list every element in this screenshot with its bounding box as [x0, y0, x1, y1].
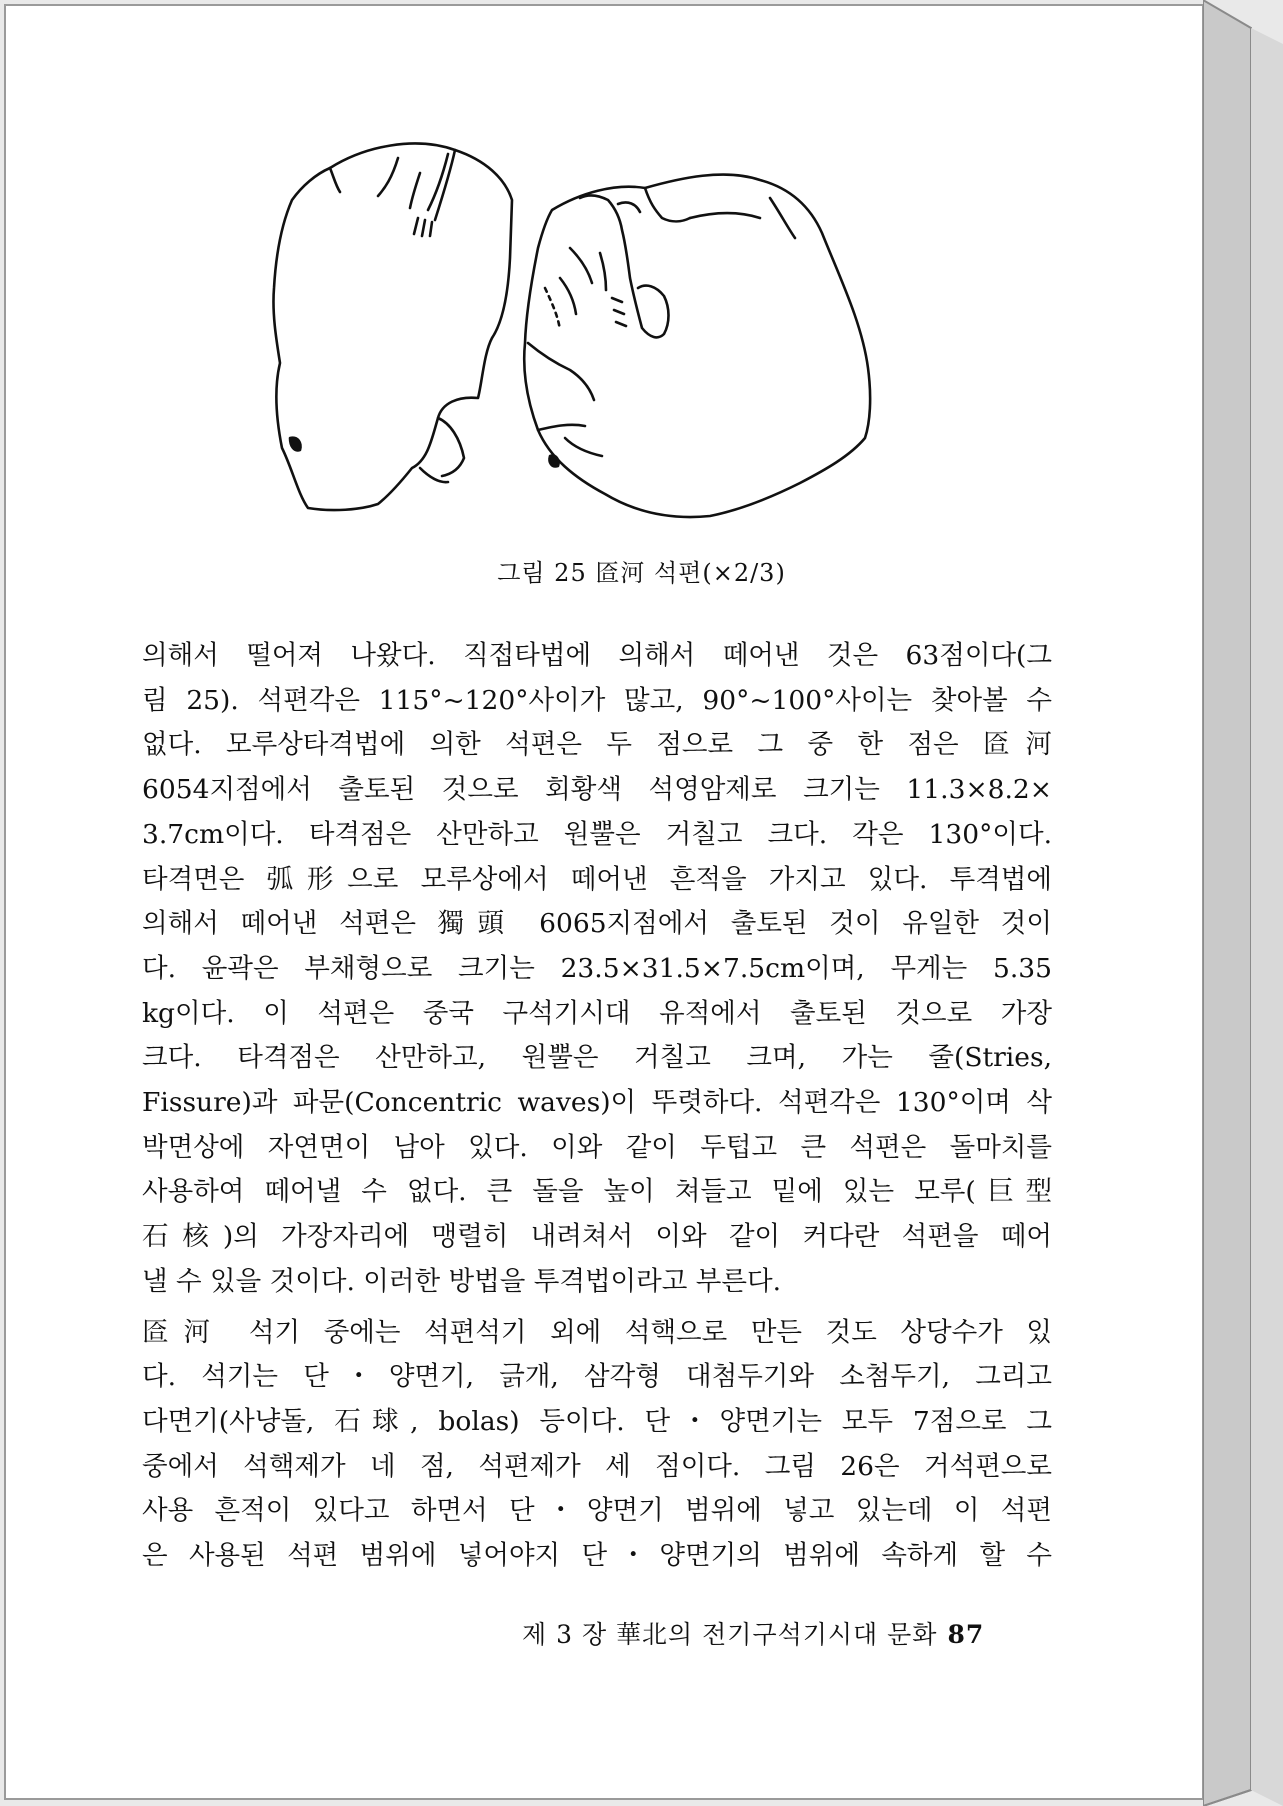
page-number: 87: [947, 1620, 985, 1649]
text-line: 다. 석기는 단・양면기, 긁개, 삼각형 대첨두기와 소첨두기, 그리고: [142, 1361, 1052, 1393]
text-line: 3.7cm이다. 타격점은 산만하고 원뿔은 거칠고 크다. 각은 130°이다.: [142, 818, 1052, 850]
text-line: 사용하여 떼어낼 수 없다. 큰 돌을 높이 쳐들고 밑에 있는 모루(巨型: [142, 1176, 1052, 1208]
text-line: 낼 수 있을 것이다. 이러한 방법을 투격법이라고 부른다.: [142, 1265, 781, 1297]
text-line: 없다. 모루상타격법에 의한 석편은 두 점으로 그 중 한 점은 匼河: [142, 729, 1052, 761]
running-footer: [522, 1615, 1022, 1651]
text-line: Fissure)과 파문(Concentric waves)이 뚜렷하다. 석편각은 130°이며 삭: [142, 1087, 1052, 1119]
text-line: 림 25). 석편각은 115°~120°사이가 많고, 90°~100°사이는 찾아볼 수: [142, 684, 1052, 716]
text-line: 의해서 떼어낸 석편은 獨頭 6065지점에서 출토된 것이 유일한 것이: [142, 908, 1052, 940]
paragraph-1: [142, 634, 1052, 1305]
text-line: 의해서 떨어져 나왔다. 직접타법에 의해서 떼어낸 것은 63점이다(그: [142, 640, 1052, 671]
text-line: 박면상에 자연면이 남아 있다. 이와 같이 두텁고 큰 석편은 돌마치를: [142, 1131, 1052, 1163]
text-line: 타격면은 弧形으로 모루상에서 떼어낸 흔적을 가지고 있다. 투격법에: [142, 863, 1052, 895]
stone-flake-illustration: [270, 138, 910, 533]
text-line: 은 사용된 석편 범위에 넣어야지 단・양면기의 범위에 속하게 할 수: [142, 1540, 1052, 1572]
book-page-edge: [1203, 0, 1283, 1806]
chapter-title: 제 3 장 華北의 전기구석기시대 문화: [522, 1620, 938, 1649]
text-line: 크다. 타격점은 산만하고, 원뿔은 거칠고 크며, 가는 줄(Stries,: [142, 1042, 1052, 1074]
text-line: 6054지점에서 출토된 것으로 회황색 석영암제로 크기는 11.3×8.2×: [142, 774, 1052, 806]
body-text: [142, 634, 1052, 1579]
paragraph-2: [142, 1311, 1052, 1579]
text-line: kg이다. 이 석편은 중국 구석기시대 유적에서 출토된 것으로 가장: [142, 997, 1052, 1029]
text-line: 다. 윤곽은 부채형으로 크기는 23.5×31.5×7.5cm이며, 무게는 5.35: [142, 952, 1052, 984]
text-line: 사용 흔적이 있다고 하면서 단・양면기 범위에 넣고 있는데 이 석편: [142, 1495, 1052, 1527]
figure-caption: 그림 25 匼河 석편(×2/3): [497, 559, 786, 587]
text-line: 중에서 석핵제가 네 점, 석편제가 세 점이다. 그림 26은 거석편으로: [142, 1450, 1052, 1482]
text-line: 石核)의 가장자리에 맹렬히 내려쳐서 이와 같이 커다란 석편을 떼어: [142, 1221, 1052, 1253]
text-line: 다면기(사냥돌, 石球, bolas) 등이다. 단・양면기는 모두 7점으로 그: [142, 1405, 1052, 1437]
text-line: 匼河 석기 중에는 석편석기 외에 석핵으로 만든 것도 상당수가 있: [142, 1316, 1052, 1348]
